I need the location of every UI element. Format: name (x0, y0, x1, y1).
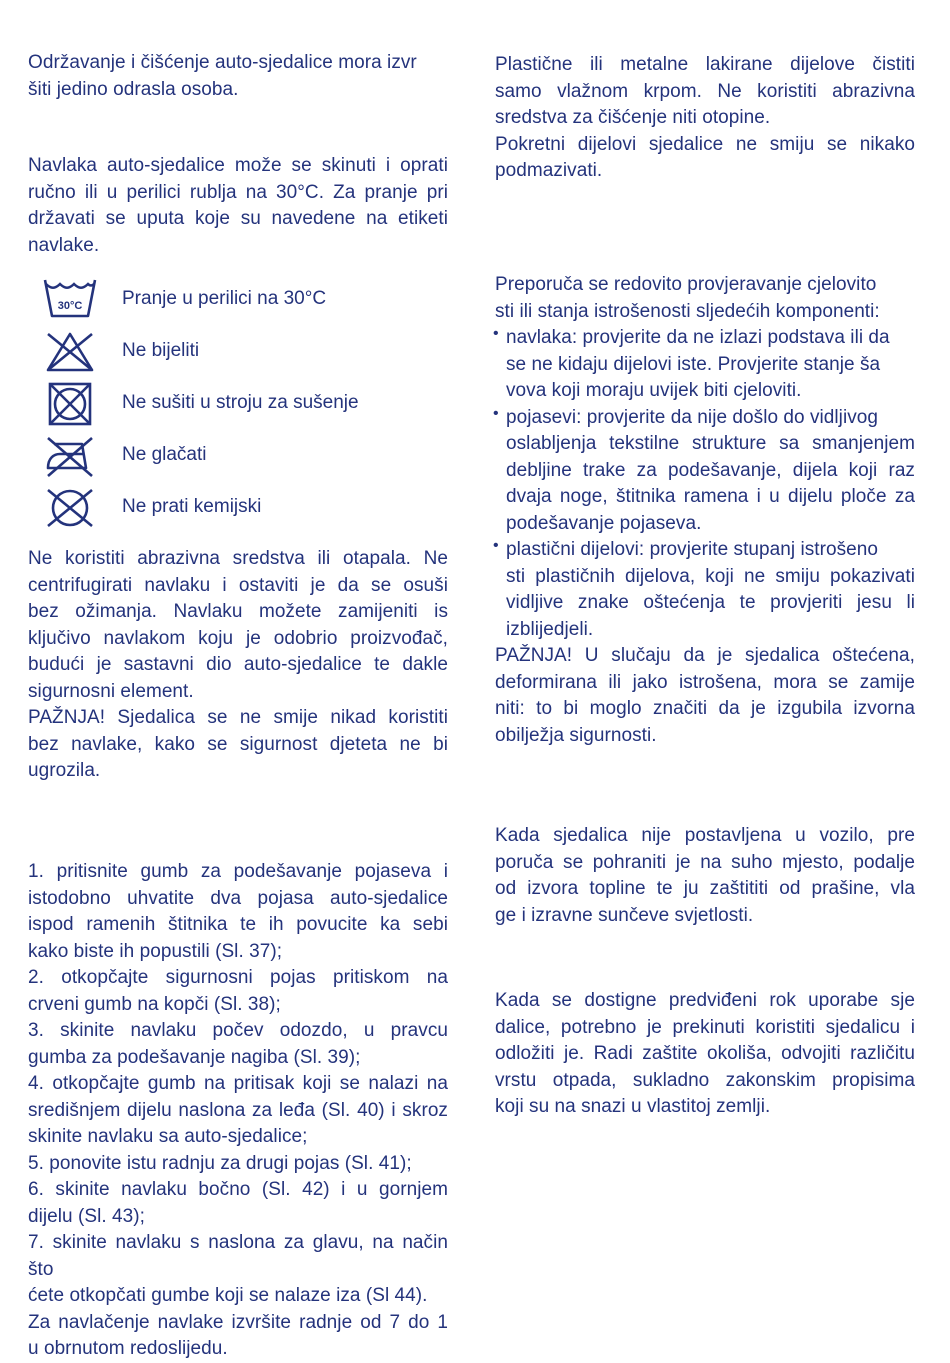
text-line: Kada se dostigne predviđeni rok uporabe sje (495, 990, 915, 1011)
text-line: se ne kidaju dijelovi iste. Provjerite stanje ša (506, 353, 881, 375)
text-line: 7. skinite navlaku s naslona za glavu, na način što (28, 1232, 448, 1280)
care-label: Pranje u perilici na 30°C (122, 288, 327, 309)
care-row-no-tumble-dry (28, 382, 448, 422)
text-line: sti ili stanja istrošenosti sljedećih komponenti: (495, 300, 880, 322)
text-line: izblijedjeli. (506, 618, 594, 640)
care-symbols-list (28, 278, 448, 528)
text-line: deformirana ili jako istrošena, mora se zamije (495, 671, 915, 693)
text-line: Ne koristiti abrazivna sredstva ili otapala. Ne (28, 548, 448, 569)
no-dry-clean-icon (42, 486, 98, 530)
text-line: 5. ponovite istu radnju za drugi pojas (Sl. 41); (28, 1152, 412, 1174)
text-line: vidljive znake oštećenja te provjeriti jesu li (506, 592, 915, 613)
text-line: koji su na snazi u vlastitoj zemlji. (495, 1096, 771, 1117)
text-line: Preporuča se redovito provjeravanje cjelovito (495, 274, 877, 295)
text-line: ćete otkopčati gumbe koji se nalaze iza (Sl 44). (28, 1285, 428, 1306)
text-line: • plastični dijelovi: provjerite stupanj istrošeno (506, 539, 879, 560)
cover-washing-paragraph (28, 153, 448, 259)
storage-paragraph (495, 823, 915, 929)
text-line: šiti jedino odrasla osoba. (28, 78, 239, 100)
text-line: 3. skinite navlaku počev odozdo, u pravcu (28, 1020, 448, 1041)
care-label: Ne prati kemijski (122, 496, 262, 517)
text-line: središnjem dijelu naslona za leđa (Sl. 40) i skroz (28, 1099, 448, 1121)
no-bleach-icon (42, 330, 98, 374)
text-line: sredstva za čišćenje niti otopine. (495, 107, 771, 128)
text-line: podmazivati. (495, 160, 603, 181)
text-line: centrifugirati navlaku i ostaviti je da se osuši (28, 574, 448, 596)
text-line: ugrozila. (28, 760, 101, 781)
text-line: Održavanje i čišćenje auto-sjedalice mora izvr (28, 52, 417, 73)
list-item-plastic-parts (495, 537, 915, 643)
text-line: samo vlažnom krpom. Ne koristiti abrazivna (495, 80, 915, 102)
text-line: u obrnutom redoslijedu. (28, 1338, 228, 1359)
text-line: PAŽNJA! U slučaju da je sjedalica oštećena, (495, 645, 915, 666)
text-line: gumba za podešavanje nagiba (Sl. 39); (28, 1046, 361, 1068)
text-line: dijelu (Sl. 43); (28, 1205, 145, 1227)
wash-30-icon (42, 278, 98, 322)
text-line: • pojasevi: provjerite da nije došlo do vidljivog (506, 406, 879, 428)
care-row-no-iron (28, 434, 448, 474)
wash-temp-label: 30°C (57, 300, 83, 312)
text-line: odložiti je. Radi zaštite okoliša, odvojiti različitu (495, 1043, 915, 1064)
text-line: Za navlačenje navlake izvršite radnje od 7 do 1 (28, 1311, 448, 1333)
text-line: ručno ili u perilici rublja na 30°C. Za pranje pri (28, 181, 448, 203)
text-line: 2. otkopčajte sigurnosni pojas pritiskom na (28, 967, 448, 988)
no-tumble-dry-icon (42, 382, 98, 426)
care-row-no-dry-clean (28, 486, 448, 526)
text-line: budući je sastavni dio auto-sjedalice te dakle (28, 654, 448, 675)
text-line: kako biste ih popustili (Sl. 37); (28, 940, 283, 962)
text-line: ispod ramenih štitnika te ih povucite ka sebi (28, 914, 448, 935)
text-line: debljine trake za podešavanje, dijela koji raz (506, 459, 915, 481)
text-line: sigurnosni element. (28, 680, 194, 702)
text-line: ključivo navlakom koju je odobrio proizvođač, (28, 627, 448, 649)
text-line: PAŽNJA! Sjedalica se ne smije nikad koristiti (28, 707, 448, 728)
inspection-list (495, 325, 915, 643)
text-line: od izvora topline te ju zaštititi od prašine, vla (495, 878, 915, 899)
text-line: skinite navlaku sa auto-sjedalice; (28, 1126, 308, 1147)
text-line: Plastične ili metalne lakirane dijelove čistiti (495, 54, 915, 75)
text-line: crveni gumb na kopči (Sl. 38); (28, 993, 281, 1015)
care-label: Ne glačati (122, 444, 207, 465)
list-item-cover (495, 325, 915, 405)
text-line: Navlaka auto-sjedalice može se skinuti i oprati (28, 155, 448, 176)
text-line: bez navlake, kako se sigurnost djeteta ne bi (28, 733, 448, 755)
care-row-wash-30 (28, 278, 448, 318)
text-line: ge i izravne sunčeve svjetlosti. (495, 904, 754, 926)
text-line: vrstu otpada, sukladno zakonskim propisima (495, 1069, 915, 1091)
text-line: niti: to bi moglo značiti da je izgubila izvorna (495, 698, 915, 719)
text-line: Kada sjedalica nije postavljena u vozilo, pre (495, 825, 915, 846)
text-line: podešavanje pojaseva. (506, 512, 702, 534)
adult-maintenance-note (28, 50, 448, 103)
list-item-belts (495, 405, 915, 538)
text-line: • navlaka: provjerite da ne izlazi podstava ili da (506, 327, 890, 348)
text-line: dvaja noge, štitnika ramena i u dijelu ploče za (506, 486, 915, 507)
text-line: oslabljenja tekstilne strukture sa smanjenjem (506, 433, 915, 454)
disposal-paragraph (495, 988, 915, 1121)
text-line: državati se uputa koje su navedene na etiketi (28, 208, 448, 229)
text-line: bez ožimanja. Navlaku možete zamijeniti is (28, 601, 448, 622)
text-line: 1. pritisnite gumb za podešavanje pojaseva i (28, 861, 448, 882)
no-iron-icon (42, 434, 98, 478)
inspection-paragraph (495, 272, 915, 749)
text-line: 4. otkopčajte gumb na pritisak koji se nalazi na (28, 1073, 448, 1094)
care-label: Ne bijeliti (122, 340, 200, 361)
cover-removal-steps (28, 859, 448, 1363)
text-line: Pokretni dijelovi sjedalice ne smiju se nikako (495, 133, 915, 155)
text-line: dalice, potrebno je prekinuti koristiti sjedalicu i (495, 1016, 915, 1038)
text-line: navlake. (28, 234, 100, 256)
text-line: 6. skinite navlaku bočno (Sl. 42) i u gornjem (28, 1179, 448, 1200)
text-line: sti plastičnih dijelova, koji ne smiju pokazivati (506, 565, 915, 587)
care-label: Ne sušiti u stroju za sušenje (122, 392, 359, 413)
care-row-no-bleach (28, 330, 448, 370)
text-line: obilježja sigurnosti. (495, 724, 657, 746)
plastic-parts-cleaning-paragraph (495, 52, 915, 185)
text-line: vova koji moraju uvijek biti cjeloviti. (506, 380, 802, 401)
text-line: istodobno uhvatite dva pojasa auto-sjedalice (28, 887, 448, 909)
text-line: poruča se pohraniti je na suho mjesto, podalje (495, 851, 915, 873)
cover-care-warning-paragraph (28, 546, 448, 785)
